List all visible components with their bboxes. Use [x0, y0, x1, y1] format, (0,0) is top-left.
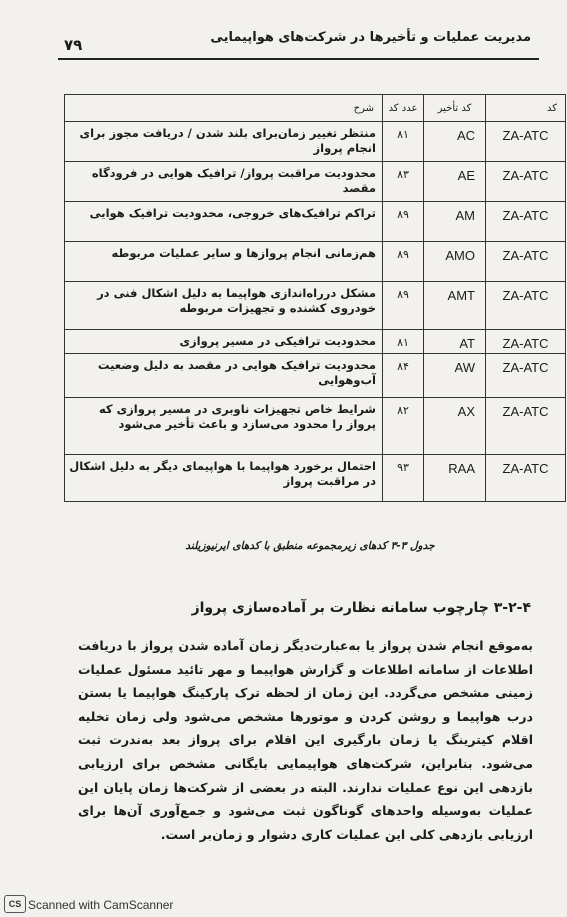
- header-desc: شرح: [65, 95, 383, 122]
- row-delay-code: AW: [424, 354, 486, 398]
- row-code: ZA-ATC: [486, 122, 566, 162]
- header-rule: [58, 58, 539, 60]
- row-delay-code: AM: [424, 202, 486, 242]
- row-code: ZA-ATC: [486, 162, 566, 202]
- table-row: [65, 122, 566, 162]
- row-delay-code: AE: [424, 162, 486, 202]
- row-code: ZA-ATC: [486, 202, 566, 242]
- row-num-code: ۸۳: [383, 162, 424, 202]
- section-heading: ۳-۲-۴ چارچوب سامانه نظارت بر آماده‌سازی پرواز: [191, 600, 531, 616]
- header-num-code: عدد کد: [383, 95, 424, 122]
- table-row: [65, 330, 566, 354]
- row-desc: منتظر تغییر زمان‌برای بلند شدن / دریافت مجوز برای انجام پرواز: [65, 122, 383, 162]
- row-code: ZA-ATC: [486, 242, 566, 282]
- row-num-code: ۸۹: [383, 282, 424, 330]
- scanner-footer: [0, 893, 200, 917]
- row-delay-code: AC: [424, 122, 486, 162]
- camscanner-logo-icon: CS: [4, 895, 26, 913]
- row-desc: محدودیت مراقبت پرواز/ ترافیک هوایی در فرودگاه مقصد: [65, 162, 383, 202]
- header-code: کد: [486, 95, 566, 122]
- table-row: [65, 242, 566, 282]
- table-row: [65, 398, 566, 455]
- row-delay-code: RAA: [424, 455, 486, 502]
- table-row: [65, 455, 566, 502]
- running-header-title: مدیریت عملیات و تأخیرها در شرکت‌های هواپیمایی: [210, 30, 531, 45]
- row-delay-code: AMO: [424, 242, 486, 282]
- table-caption: جدول ۳-۳ کدهای زیرمجموعه منطبق با کدهای ایرنیوزیلند: [185, 540, 435, 552]
- row-num-code: ۸۴: [383, 354, 424, 398]
- row-code: ZA-ATC: [486, 354, 566, 398]
- row-code: ZA-ATC: [486, 282, 566, 330]
- table-header-row: [65, 95, 566, 122]
- row-desc: تراکم ترافیک‌های خروجی، محدودیت ترافیک هوایی: [65, 202, 383, 242]
- row-num-code: ۸۱: [383, 330, 424, 354]
- row-num-code: ۸۲: [383, 398, 424, 455]
- row-desc: شرایط خاص تجهیزات ناوبری در مسیر پروازی که پرواز را محدود می‌سازد و باعث تأخیر می‌شود: [65, 398, 383, 455]
- row-desc: محدودیت ترافیکی در مسیر پروازی: [65, 330, 383, 354]
- row-num-code: ۸۱: [383, 122, 424, 162]
- row-delay-code: AMT: [424, 282, 486, 330]
- table-row: [65, 354, 566, 398]
- table-row: [65, 162, 566, 202]
- row-num-code: ۸۹: [383, 242, 424, 282]
- scanner-watermark: Scanned with CamScanner: [28, 898, 174, 912]
- page-number: ۷۹: [64, 36, 83, 54]
- row-num-code: ۹۳: [383, 455, 424, 502]
- row-code: ZA-ATC: [486, 398, 566, 455]
- header-delay-code: کد تأخیر: [424, 95, 486, 122]
- table-row: [65, 202, 566, 242]
- row-desc: مشکل درراه‌اندازی هواپیما به دلیل اشکال فنی در خودروی کشنده و تجهیزات مربوطه: [65, 282, 383, 330]
- row-code: ZA-ATC: [486, 330, 566, 354]
- table-row: [65, 282, 566, 330]
- row-delay-code: AT: [424, 330, 486, 354]
- row-code: ZA-ATC: [486, 455, 566, 502]
- delay-codes-table: [64, 94, 566, 502]
- row-desc: محدودیت ترافیک هوایی در مقصد به دلیل وضعیت آب‌وهوایی: [65, 354, 383, 398]
- row-desc: هم‌زمانی انجام پروازها و سایر عملیات مربوطه: [65, 242, 383, 282]
- row-delay-code: AX: [424, 398, 486, 455]
- body-paragraph: به‌موقع انجام شدن پرواز یا به‌عبارت‌دیگر زمان آماده شدن پرواز با دریافت اطلاعات از سامانه اطلاعات و گزارش هواپیما و مهر تائید مسئول عملیات زمینی مشخص می‌گردد. این زمان از لحظه ترک پارکینگ هواپیما یا بستن درب هواپیما و روشن کردن و موتورها مشخص می‌شود ولی زمان تخلیه اقلام کیترینگ یا زمان بارگیری این اقلام برای پرواز بعد به‌ندرت ثبت می‌شود. بنابراین، شرکت‌های هواپیمایی بایگانی مشخص برای ارزیابی بازدهی این نوع عملیات ندارند. البته در بعضی از شرکت‌ها زمان پایان این عملیات به‌وسیله واحدهای گوناگون ثبت می‌شود و جمع‌آوری آن‌ها برای ارزیابی بازدهی کلی این عملیات کاری دشوار و زمان‌بر است.: [78, 638, 533, 842]
- row-num-code: ۸۹: [383, 202, 424, 242]
- row-desc: احتمال برخورد هواپیما با هواپیمای دیگر به دلیل اشکال در مراقبت پرواز: [65, 455, 383, 502]
